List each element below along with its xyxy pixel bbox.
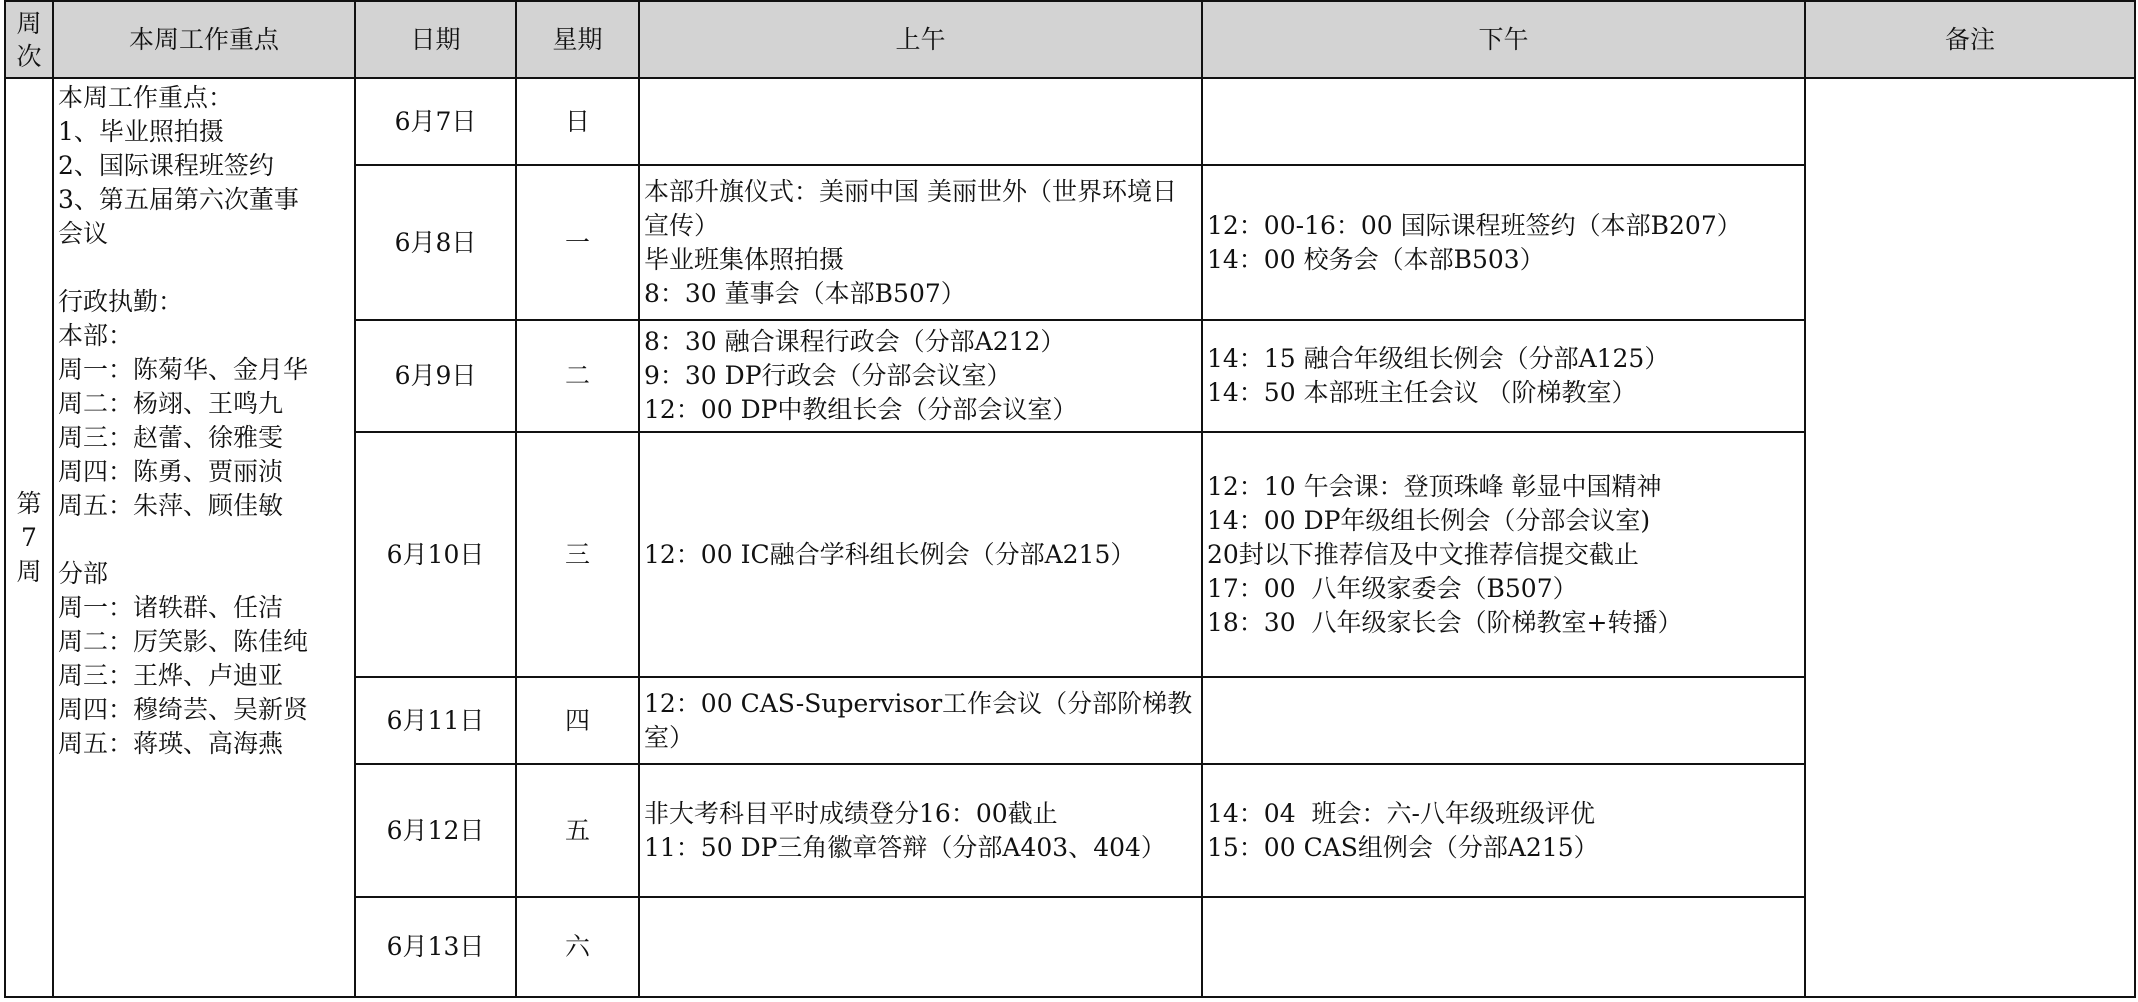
weekday-cell: 四 xyxy=(516,677,639,764)
am-cell: 非大考科目平时成绩登分16：00截止 11：50 DP三角徽章答辩（分部A403、404） xyxy=(639,764,1202,897)
pm-cell: 14：04 班会：六-八年级班级评优 15：00 CAS组例会（分部A215） xyxy=(1202,764,1805,897)
pm-cell: 12：10 午会课：登顶珠峰 彰显中国精神 14：00 DP年级组长例会（分部会议室) 20封以下推荐信及中文推荐信提交截止 17：00 八年级家委会（B507） 18：30 八年级家长会（阶梯教室+转播） xyxy=(1202,432,1805,677)
weekly-schedule-table xyxy=(4,0,2136,998)
weekday-cell: 三 xyxy=(516,432,639,677)
weekday-cell: 五 xyxy=(516,764,639,897)
pm-cell xyxy=(1202,897,1805,997)
table-row xyxy=(5,78,2135,165)
date-cell: 6月8日 xyxy=(355,165,516,320)
am-cell xyxy=(639,78,1202,165)
pm-cell xyxy=(1202,78,1805,165)
notes-cell xyxy=(1805,78,2135,997)
header-row xyxy=(5,1,2135,78)
pm-cell xyxy=(1202,677,1805,764)
week-label-cell: 第 7 周 xyxy=(5,78,53,997)
header-notes: 备注 xyxy=(1805,1,2135,78)
weekly-focus-cell: 本周工作重点： 1、毕业照拍摄 2、国际课程班签约 3、第五届第六次董事 会议 行政执勤： 本部： 周一：陈菊华、金月华 周二：杨翊、王鸣九 周三：赵蕾、徐雅雯 周四：陈勇、贾丽浈 周五：朱萍、顾佳敏 分部 周一：诸轶群、任洁 周二：厉笑影、陈佳纯 周三：王烨、卢迪亚 周四：穆绮芸、吴新贤 周五：蒋瑛、高海燕 xyxy=(53,78,355,997)
am-cell: 12：00 CAS-Supervisor工作会议（分部阶梯教室） xyxy=(639,677,1202,764)
date-cell: 6月10日 xyxy=(355,432,516,677)
header-pm: 下午 xyxy=(1202,1,1805,78)
pm-cell: 14：15 融合年级组长例会（分部A125） 14：50 本部班主任会议 （阶梯教室） xyxy=(1202,320,1805,432)
am-cell: 12：00 IC融合学科组长例会（分部A215） xyxy=(639,432,1202,677)
date-cell: 6月9日 xyxy=(355,320,516,432)
header-focus: 本周工作重点 xyxy=(53,1,355,78)
date-cell: 6月12日 xyxy=(355,764,516,897)
am-cell: 8：30 融合课程行政会（分部A212） 9：30 DP行政会（分部会议室） 12：00 DP中教组长会（分部会议室） xyxy=(639,320,1202,432)
header-date: 日期 xyxy=(355,1,516,78)
weekday-cell: 六 xyxy=(516,897,639,997)
am-cell xyxy=(639,897,1202,997)
pm-cell: 12：00-16：00 国际课程班签约（本部B207） 14：00 校务会（本部B503） xyxy=(1202,165,1805,320)
date-cell: 6月11日 xyxy=(355,677,516,764)
header-am: 上午 xyxy=(639,1,1202,78)
weekday-cell: 二 xyxy=(516,320,639,432)
header-week: 周 次 xyxy=(5,1,53,78)
weekday-cell: 日 xyxy=(516,78,639,165)
am-cell: 本部升旗仪式：美丽中国 美丽世外（世界环境日宣传） 毕业班集体照拍摄 8：30 董事会（本部B507） xyxy=(639,165,1202,320)
header-weekday: 星期 xyxy=(516,1,639,78)
date-cell: 6月13日 xyxy=(355,897,516,997)
weekday-cell: 一 xyxy=(516,165,639,320)
date-cell: 6月7日 xyxy=(355,78,516,165)
